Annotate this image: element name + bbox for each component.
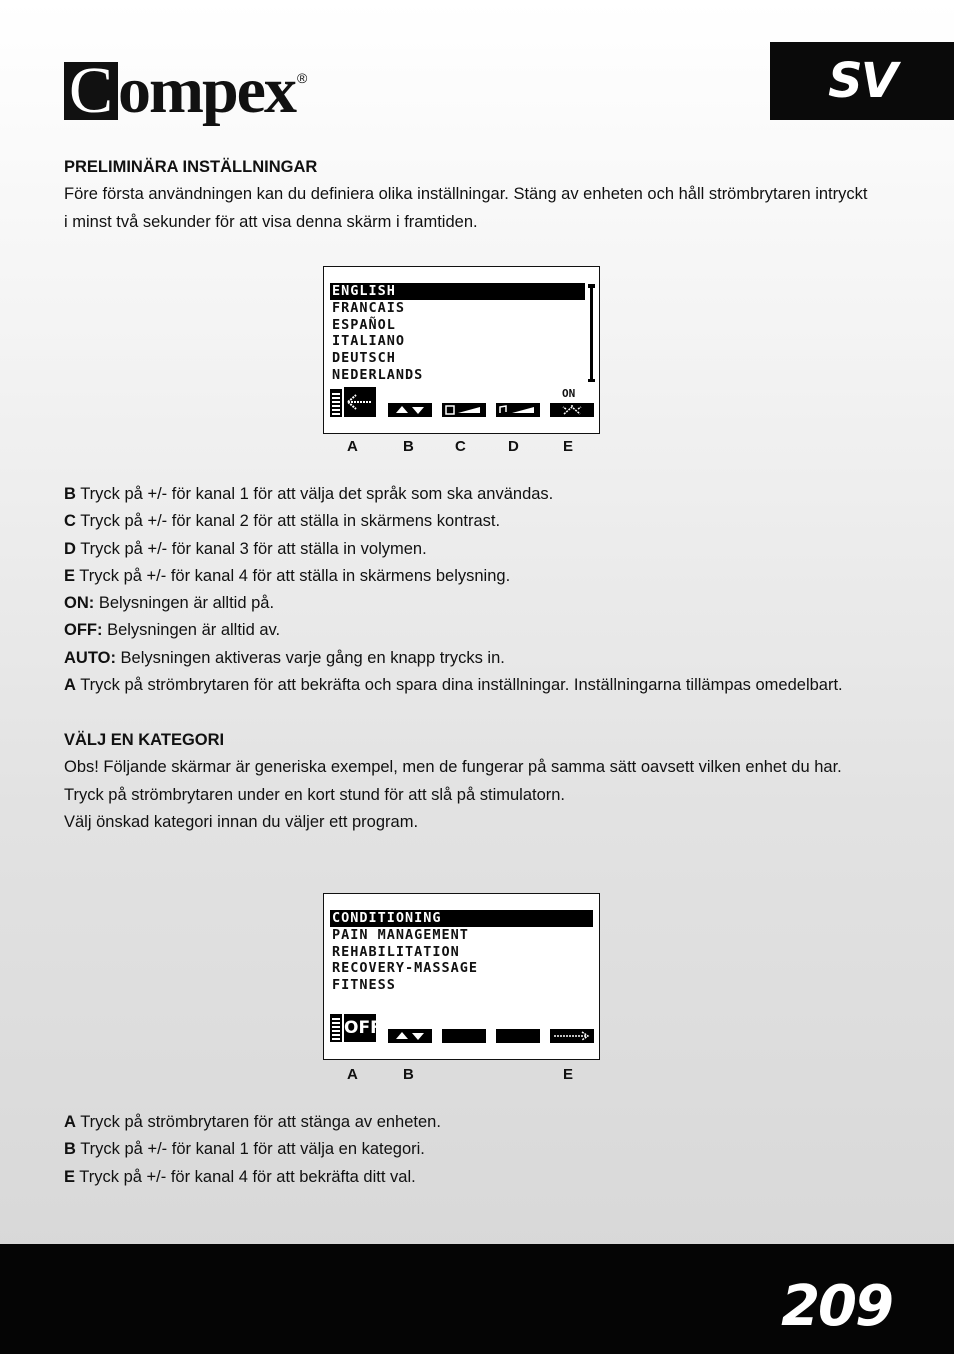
list-item[interactable]: ITALIANO: [332, 333, 406, 350]
language-list: [330, 283, 585, 384]
instruction-item: E Tryck på +/- för kanal 4 för att bekräfta ditt val.: [64, 1167, 416, 1186]
key-letter: E: [563, 1066, 574, 1083]
lcd-screen-category: [323, 893, 600, 1060]
instruction-item: D Tryck på +/- för kanal 3 för att ställa in volymen.: [64, 539, 427, 558]
list-item[interactable]: DEUTSCH: [332, 350, 396, 367]
blank-softkey[interactable]: [442, 1029, 486, 1043]
instruction-item: AUTO: Belysningen aktiveras varje gång en knapp trycks in.: [64, 648, 505, 667]
key-letter: D: [508, 438, 519, 455]
list-item[interactable]: RECOVERY-MASSAGE: [332, 960, 479, 977]
up-down-arrows-icon[interactable]: [388, 403, 432, 417]
up-down-arrows-icon[interactable]: [388, 1029, 432, 1043]
instructions-list-1: [64, 481, 894, 699]
instruction-item: A Tryck på strömbrytaren för att stänga av enheten.: [64, 1113, 441, 1131]
instruction-item: A Tryck på strömbrytaren för att bekräfta och spara dina inställningar. Inställningarna tillämpas omedelbart.: [64, 676, 843, 695]
back-arrow-icon[interactable]: [344, 387, 376, 417]
instruction-item: C Tryck på +/- för kanal 2 för att ställa in skärmens kontrast.: [64, 512, 501, 531]
key-letter: A: [347, 1066, 358, 1083]
paragraph-line: Tryck på strömbrytaren under en kort stund för att slå på stimulatorn.: [64, 785, 566, 804]
list-item[interactable]: FITNESS: [332, 977, 396, 994]
instructions-list-2: [64, 1109, 894, 1191]
category-list: [330, 910, 593, 994]
list-item[interactable]: CONDITIONING: [330, 910, 593, 927]
section-heading: PRELIMINÄRA INSTÄLLNINGAR: [64, 158, 318, 176]
section-heading: VÄLJ EN KATEGORI: [64, 731, 225, 749]
logo-initial: C: [64, 62, 118, 120]
list-item[interactable]: ENGLISH: [330, 283, 585, 300]
battery-icon: [330, 389, 342, 417]
forward-arrow-icon[interactable]: [550, 1029, 594, 1043]
paragraph-line: Obs! Följande skärmar är generiska exempel, men de fungerar på samma sätt oavsett vilken enhet du har.: [64, 758, 842, 777]
key-letter: C: [455, 438, 466, 455]
contrast-icon[interactable]: [442, 403, 486, 417]
page-number: 209: [781, 1274, 892, 1339]
key-letter: B: [403, 1066, 414, 1083]
off-button[interactable]: OFF: [344, 1014, 376, 1042]
page-footer: [0, 1244, 954, 1354]
backlight-icon[interactable]: [550, 403, 594, 417]
paragraph-line: Före första användningen kan du definiera olika inställningar. Stäng av enheten och håll strömbrytaren intryckt: [64, 185, 868, 204]
battery-icon: [330, 1014, 342, 1042]
instruction-item: OFF: Belysningen är alltid av.: [64, 621, 281, 640]
key-letter: A: [347, 438, 358, 455]
list-item[interactable]: REHABILITATION: [332, 943, 460, 960]
section-preliminary-settings: [64, 154, 894, 236]
section-choose-category: [64, 727, 894, 836]
paragraph-line: Välj önskad kategori innan du väljer ett program.: [64, 812, 419, 831]
volume-icon[interactable]: [496, 403, 540, 417]
instruction-item: ON: Belysningen är alltid på.: [64, 594, 275, 613]
list-item[interactable]: PAIN MANAGEMENT: [332, 926, 469, 943]
softkey-e-label: ON: [562, 387, 576, 400]
list-item[interactable]: ESPAÑOL: [332, 316, 396, 333]
scrollbar[interactable]: [590, 284, 593, 382]
compex-logo: [64, 44, 308, 127]
blank-softkey[interactable]: [496, 1029, 540, 1043]
language-tab: SV: [770, 42, 954, 120]
lcd-screen-language: [323, 266, 600, 434]
instruction-item: B Tryck på +/- för kanal 1 för att välja en kategori.: [64, 1140, 425, 1159]
registered-mark: ®: [296, 70, 308, 86]
logo-text: ompex: [118, 54, 295, 127]
paragraph-line: i minst två sekunder för att visa denna skärm i framtiden.: [64, 212, 478, 231]
instruction-item: E Tryck på +/- för kanal 4 för att ställa in skärmens belysning.: [64, 566, 511, 585]
list-item[interactable]: FRANCAIS: [332, 299, 406, 316]
list-item[interactable]: NEDERLANDS: [332, 366, 424, 383]
key-letter: E: [563, 438, 574, 455]
instruction-item: B Tryck på +/- för kanal 1 för att välja det språk som ska användas.: [64, 485, 554, 503]
key-letter: B: [403, 438, 414, 455]
